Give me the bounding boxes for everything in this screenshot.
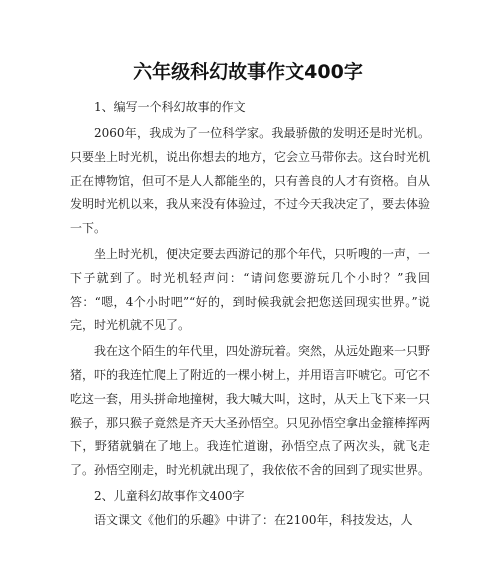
paragraph-1: 2060年，我成为了一位科学家。我最骄傲的发明还是时光机。只要坐上时光机，说出你想去的地方，它会立马带你去。这台时光机正在博物馆，但可不是人人都能坐的，只有善良的人才有资格。自从发明时光机以来，我从来没有体验过，不过今天我决定了，要去体验一下。 (70, 126, 431, 236)
article-body (70, 94, 430, 533)
section-heading-1: 1、编写一个科幻故事的作文 (94, 100, 246, 114)
paragraph-4: 语文课文《他们的乐趣》中讲了：在2100年，科技发达，人 (94, 512, 413, 527)
section-heading-2: 2、儿童科幻故事作文400字 (94, 488, 245, 503)
paragraph-2: 坐上时光机，便决定要去西游记的那个年代，只听嗖的一声，一下子就到了。时光机轻声问：“请问您要游玩几个小时？”我回答：“嗯，4个小时吧”“好的，到时候我就会把您送回现实世界。”说完，时光机就不见了。 (70, 246, 431, 333)
paragraph-3: 我在这个陌生的年代里，四处游玩着。突然，从远处跑来一只野猪，吓的我连忙爬上了附近的一棵小树上，并用语言吓唬它。可它不吃这一套，用头拼命地撞树，我大喊大叫，这时，从天上飞下来一只猴子，那只猴子竟然是齐天大圣孙悟空。只见孙悟空拿出金箍棒挥两下，野猪就躺在了地上。我连忙道谢，孙悟空点了两次头，就飞走了。孙悟空刚走，时光机就出现了，我依依不舍的回到了现实世界。 (70, 344, 431, 478)
document-title: 六年级科幻故事作文400字 (133, 61, 363, 83)
